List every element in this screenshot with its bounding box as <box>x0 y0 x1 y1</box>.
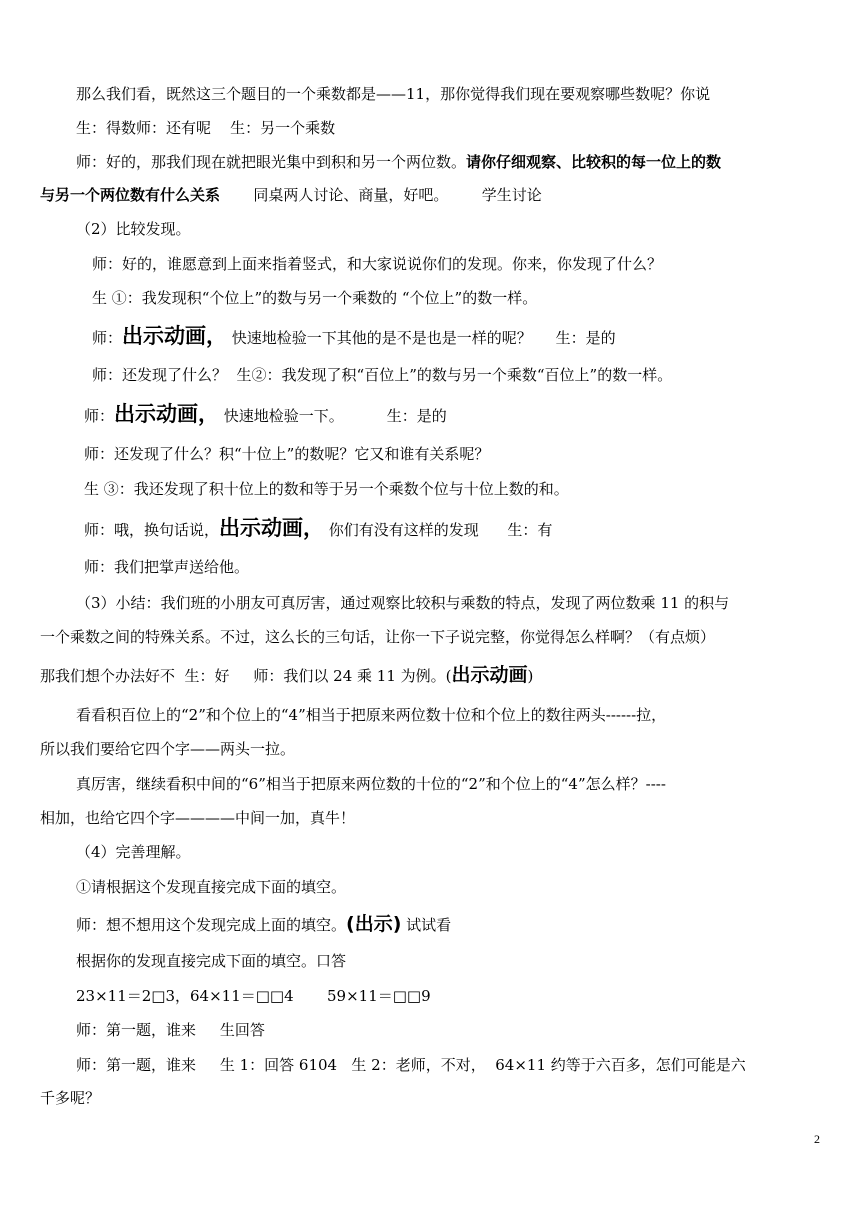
paragraph-line: 师：还发现了什么？ 生②：我发现了积“百位上”的数与另一个乘数“百位上”的数一样。 <box>92 366 673 384</box>
paragraph-line: 生：得数师：还有呢 生：另一个乘数 <box>76 119 336 137</box>
paragraph-line: 看看积百位上的“2”和个位上的“4”相当于把原来两位数十位和个位上的数往两头------拉， <box>76 706 667 724</box>
paragraph-line: 那么我们看，既然这三个题目的一个乘数都是——11，那你觉得我们现在要观察哪些数呢？你说 <box>76 85 711 103</box>
paragraph-line: 生 ①：我发现积“个位上”的数与另一个乘数的 “个位上”的数一样。 <box>92 289 538 307</box>
paragraph-line: 师：第一题，谁来 生回答 <box>76 1021 265 1039</box>
show-cue: (出示) <box>346 913 402 935</box>
paragraph-line: 所以我们要给它四个字——两头一拉。 <box>40 740 296 758</box>
paragraph-line: 一个乘数之间的特殊关系。不过，这么长的三句话，让你一下子说完整，你觉得怎么样啊？（有点烦） <box>40 628 716 646</box>
paragraph-line: 师：出示动画， 快速地检验一下。 生：是的 <box>84 402 447 426</box>
math-exercise: 23×11＝2□3，64×11＝□□4 59×11＝□□9 <box>76 987 431 1005</box>
paragraph-line: 与另一个两位数有什么关系 同桌两人讨论、商量，好吧。 学生讨论 <box>40 186 542 204</box>
section-heading: （2）比较发现。 <box>76 220 191 238</box>
page-number: 2 <box>814 1132 820 1146</box>
show-animation-cue: 出示动画， <box>114 402 220 426</box>
paragraph-line: 根据你的发现直接完成下面的填空。口答 <box>76 952 347 970</box>
paragraph-line: 师：第一题，谁来 生 1：回答 6104 生 2：老师，不对， 64×11 约等于六百多，怎们可能是六 <box>76 1056 746 1074</box>
paragraph-line: 千多呢？ <box>40 1089 101 1107</box>
bold-question: 请你仔细观察、比较积的每一位上的数 <box>466 153 722 171</box>
paragraph-line: 师：哦，换句话说，出示动画， 你们有没有这样的发现 生：有 <box>84 516 553 540</box>
show-animation-cue: 出示动画， <box>219 516 325 540</box>
paragraph-line: 师：好的，谁愿意到上面来指着竖式，和大家说说你们的发现。你来，你发现了什么？ <box>92 255 663 273</box>
paragraph-line: 那我们想个办法好不 生：好 师：我们以 24 乘 11 为例。(出示动画) <box>40 664 534 686</box>
paragraph-line: 相加，也给它四个字————中间一加，真牛！ <box>40 809 356 827</box>
show-animation-cue: 出示动画 <box>451 664 528 686</box>
paragraph-line: 师：想不想用这个发现完成上面的填空。(出示) 试试看 <box>76 913 452 935</box>
paragraph-line: 师：好的，那我们现在就把眼光集中到积和另一个两位数。请你仔细观察、比较积的每一位上的数 <box>76 153 722 171</box>
section-heading: （4）完善理解。 <box>76 843 191 861</box>
paragraph-line: ①请根据这个发现直接完成下面的填空。 <box>76 878 347 896</box>
paragraph-line: 真厉害，继续看积中间的“6”相当于把原来两位数的十位的“2”和个位上的“4”怎么样？---- <box>76 775 666 793</box>
paragraph-line: 生 ③：我还发现了积十位上的数和等于另一个乘数个位与十位上数的和。 <box>84 480 569 498</box>
paragraph-line: 师：还发现了什么？积“十位上”的数呢？它又和谁有关系呢？ <box>84 445 490 463</box>
bold-question: 与另一个两位数有什么关系 <box>40 186 221 204</box>
paragraph-line: 师：我们把掌声送给他。 <box>84 558 250 576</box>
show-animation-cue: 出示动画， <box>122 324 228 348</box>
summary-heading: （3）小结：我们班的小朋友可真厉害，通过观察比较积与乘数的特点，发现了两位数乘 11 的积与 <box>76 594 730 612</box>
paragraph-line: 师：出示动画， 快速地检验一下其他的是不是也是一样的呢？ 生：是的 <box>92 324 616 348</box>
